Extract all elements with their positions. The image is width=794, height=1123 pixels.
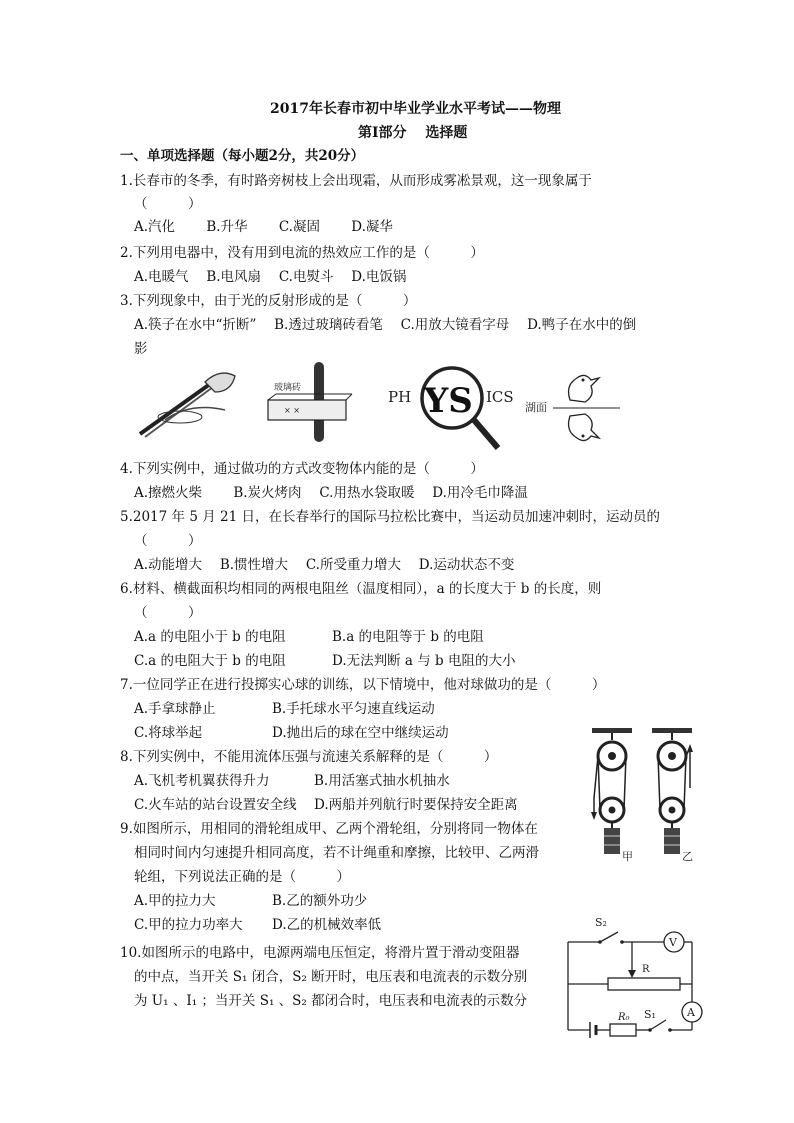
- q1-blank: （ ）: [134, 196, 202, 212]
- q10-line1: 10.如图所示的电路中，电源两端电压恒定，将滑片置于滑动变阻器: [120, 945, 520, 961]
- q5-options: A.动能增大 B.惯性增大 C.所受重力增大 D.运动状态不变: [134, 557, 515, 573]
- q4-stem: 4.下列实例中，通过做功的方式改变物体内能的是（ ）: [120, 461, 484, 477]
- q7-stem: 7.一位同学正在进行投掷实心球的训练，以下情境中，他对球做功的是（ ）: [120, 677, 606, 693]
- q7-option-b: B.手托球水平匀速直线运动: [272, 701, 435, 717]
- q4-options: A.擦燃火柴 B.炭火烤肉 C.用热水袋取暖 D.用冷毛巾降温: [134, 485, 528, 501]
- svg-text:× ×: × ×: [284, 406, 300, 415]
- q9-line1: 9.如图所示，用相同的滑轮组成甲、乙两个滑轮组，分别将同一物体在: [120, 821, 538, 837]
- q8-stem: 8.下列实例中，不能用流体压强与流速关系解释的是（ ）: [120, 749, 498, 765]
- q6-option-a: A.a 的电阻小于 b 的电阻: [134, 629, 286, 645]
- q9-option-c: C.甲的拉力功率大: [134, 917, 243, 933]
- q10-line3: 为 U₁ 、I₁ ；当开关 S₁ 、S₂ 都闭合时，电压表和电流表的示数分: [134, 993, 528, 1009]
- q2-stem: 2.下列用电器中，没有用到电流的热效应工作的是（ ）: [120, 245, 484, 261]
- part-title: 第I部分 选择题: [358, 125, 468, 141]
- glass-brick-figure: [262, 360, 352, 445]
- lake-label: 湖面: [525, 401, 547, 414]
- q6-stem: 6.材料、横截面积均相同的两根电阻丝（温度相同），a 的长度大于 b 的长度，则: [120, 581, 602, 597]
- pulley-figure: [588, 728, 708, 868]
- magnifier-text-right: ICS: [486, 388, 514, 406]
- q9-line3: 轮组，下列说法正确的是（ ）: [134, 869, 350, 885]
- q2-options: A.电暖气 B.电风扇 C.电熨斗 D.电饭锅: [134, 269, 407, 285]
- magnifier-text-left: PH: [388, 388, 412, 406]
- q9-option-a: A.甲的拉力大: [134, 893, 216, 909]
- q1-stem: 1.长春市的冬季，有时路旁树枝上会出现霜，从而形成雾凇景观，这一现象属于: [120, 173, 592, 189]
- label-jia: 甲: [622, 850, 633, 863]
- label-yi: 乙: [682, 850, 693, 863]
- q6-option-b: B.a 的电阻等于 b 的电阻: [332, 629, 484, 645]
- ammeter-label: A: [687, 1006, 695, 1019]
- q8-option-c: C.火车站的站台设置安全线: [134, 797, 297, 813]
- glass-brick-label: 玻璃砖: [274, 383, 302, 393]
- rheostat-label: R: [642, 964, 650, 975]
- q3-options: A.筷子在水中“折断” B.透过玻璃砖看笔 C.用放大镜看字母 D.鸭子在水中的倒: [134, 317, 637, 333]
- q9-option-d: D.乙的机械效率低: [272, 917, 382, 933]
- resistor-r0-label: R₀: [618, 1012, 630, 1023]
- q6-blank: （ ）: [134, 605, 202, 621]
- q3-stem: 3.下列现象中，由于光的反射形成的是（ ）: [120, 293, 417, 309]
- magnifier-text-center: YS: [424, 381, 473, 421]
- exam-title: 2017年长春市初中毕业学业水平考试——物理: [270, 101, 561, 117]
- q8-option-b: B.用活塞式抽水机抽水: [314, 773, 450, 789]
- q9-line2: 相同时间内匀速提升相同高度，若不计绳重和摩擦，比较甲、乙两滑: [134, 845, 539, 861]
- q10-line2: 的中点，当开关 S₁ 闭合，S₂ 断开时，电压表和电流表的示数分别: [134, 969, 528, 985]
- chopsticks-figure: [135, 362, 245, 442]
- q7-option-a: A.手拿球静止: [134, 701, 216, 717]
- q6-option-d: D.无法判断 a 与 b 电阻的大小: [332, 653, 516, 669]
- q1-options: A.汽化 B.升华 C.凝固 D.凝华: [134, 219, 393, 235]
- q5-blank: （ ）: [134, 533, 202, 549]
- q7-option-c: C.将球举起: [134, 725, 203, 741]
- q6-option-c: C.a 的电阻大于 b 的电阻: [134, 653, 286, 669]
- magnifier-figure: [388, 360, 528, 455]
- section-heading: 一、单项选择题（每小题2分，共20分）: [120, 148, 365, 164]
- switch-s1-label: S₁: [644, 1008, 656, 1021]
- q9-option-b: B.乙的额外功少: [272, 893, 368, 909]
- voltmeter-label: V: [669, 936, 677, 949]
- q7-option-d: D.抛出后的球在空中继续运动: [272, 725, 449, 741]
- switch-s2-label: S₂: [595, 916, 607, 929]
- q8-option-a: A.飞机考机翼获得升力: [134, 773, 270, 789]
- duck-reflection-figure: [525, 360, 625, 455]
- q3-options-cont: 影: [134, 341, 148, 357]
- q8-option-d: D.两船并列航行时要保持安全距离: [314, 797, 518, 813]
- circuit-figure: [560, 912, 720, 1037]
- q5-stem: 5.2017 年 5 月 21 日，在长春举行的国际马拉松比赛中，当运动员加速冲刺时，运动员的: [120, 509, 660, 525]
